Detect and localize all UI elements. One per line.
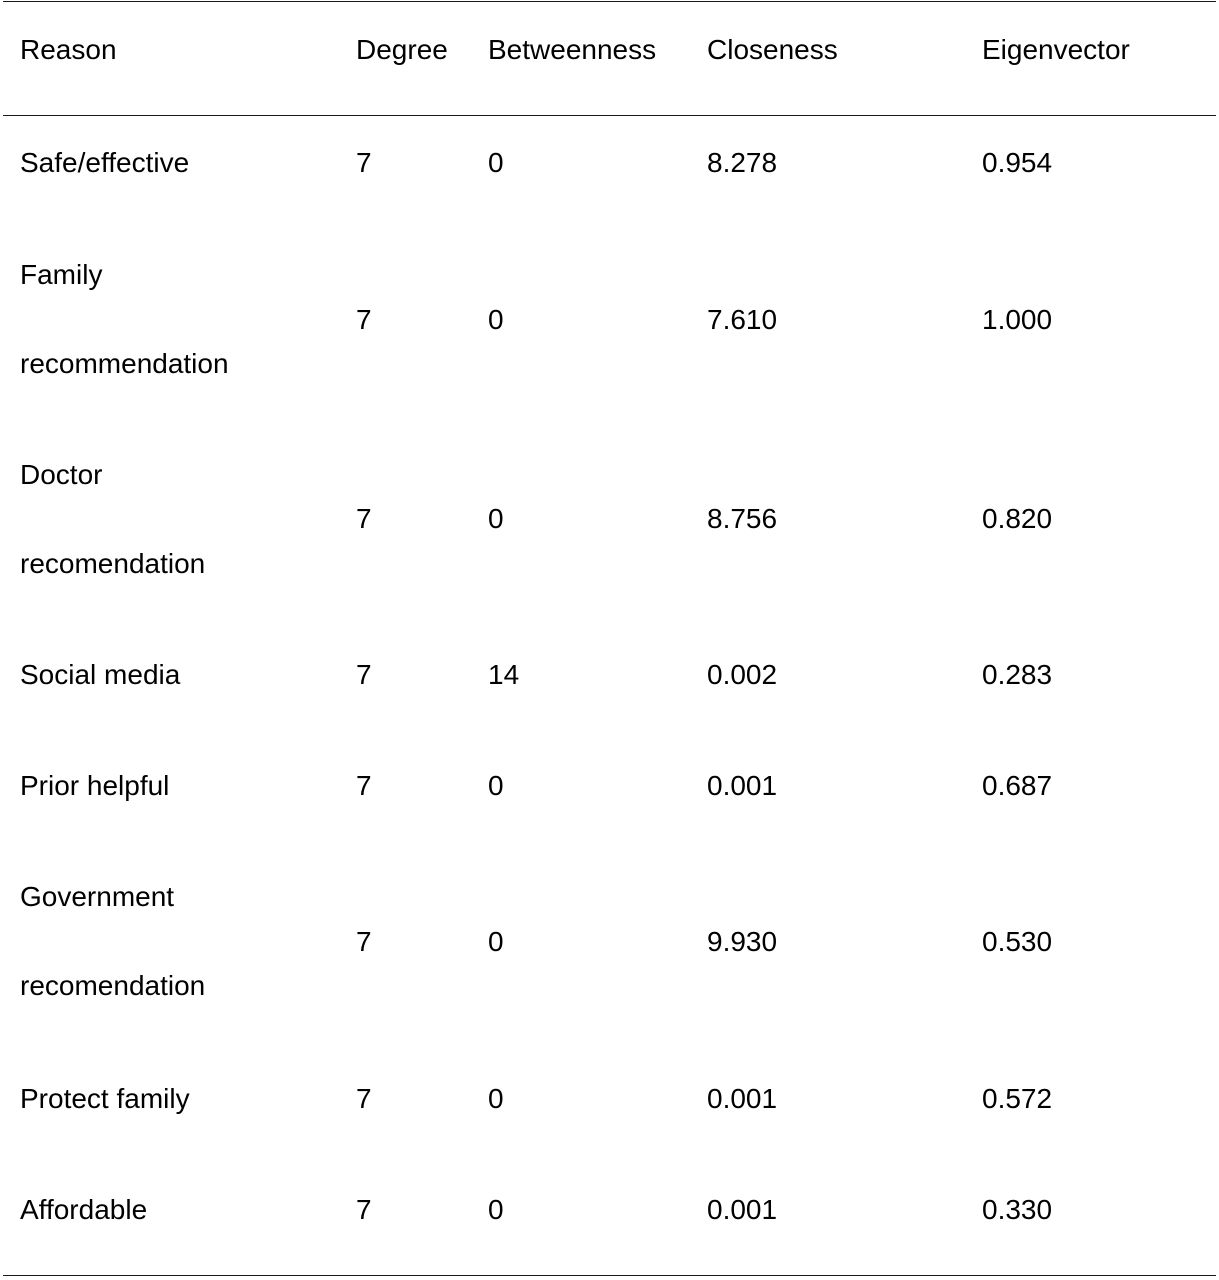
table-row-eigenvector: 0.572 (982, 1083, 1053, 1114)
table-row-betweenness: 0 (488, 304, 504, 335)
table-row-eigenvector: 0.820 (982, 503, 1053, 534)
table-row-degree: 7 (356, 1194, 372, 1225)
table-row-degree: 7 (356, 503, 372, 534)
reason-line-1: Family (20, 259, 103, 290)
table-row-betweenness: 14 (488, 659, 520, 690)
table-row-degree: 7 (356, 304, 372, 335)
table-row-betweenness: 0 (488, 770, 504, 801)
header-eigenvector: Eigenvector (982, 34, 1130, 65)
reason-line-2: recomendation (20, 548, 206, 579)
table-row-closeness: 7.610 (707, 304, 778, 335)
table-row-betweenness: 0 (488, 147, 504, 178)
table-bottom-rule (3, 1275, 1216, 1276)
header-betweenness: Betweenness (488, 34, 657, 65)
table-row-reason: Safe/effective (20, 147, 190, 178)
reason-line-1: Government (20, 881, 175, 912)
table-row-eigenvector: 0.530 (982, 926, 1053, 957)
table-row-closeness: 0.001 (707, 770, 778, 801)
reason-line-2: recomendation (20, 970, 206, 1001)
table-row-closeness: 8.756 (707, 503, 778, 534)
table-row-eigenvector: 0.687 (982, 770, 1053, 801)
reason-line-2: recommendation (20, 348, 229, 379)
table-row-reason: Social media (20, 659, 181, 690)
table-header-rule (3, 115, 1216, 116)
table-row-degree: 7 (356, 147, 372, 178)
table-row-eigenvector: 0.954 (982, 147, 1053, 178)
table-row-reason (20, 882, 205, 1001)
table-row-degree: 7 (356, 1083, 372, 1114)
table-row-closeness: 9.930 (707, 926, 778, 957)
header-closeness: Closeness (707, 34, 838, 65)
header-degree: Degree (356, 34, 448, 65)
table-row-betweenness: 0 (488, 926, 504, 957)
table-row-reason (20, 260, 229, 379)
table-row-reason: Affordable (20, 1194, 148, 1225)
table-row-closeness: 0.001 (707, 1083, 778, 1114)
table-row-eigenvector: 0.330 (982, 1194, 1053, 1225)
table-row-reason: Prior helpful (20, 770, 170, 801)
header-reason: Reason (20, 34, 117, 65)
table-row-reason: Protect family (20, 1083, 190, 1114)
table-row-degree: 7 (356, 770, 372, 801)
table-row-closeness: 0.001 (707, 1194, 778, 1225)
table-row-degree: 7 (356, 926, 372, 957)
table-row-closeness: 0.002 (707, 659, 778, 690)
table-row-reason (20, 460, 205, 579)
table-top-rule (3, 1, 1216, 2)
table-row-betweenness: 0 (488, 503, 504, 534)
table-row-betweenness: 0 (488, 1083, 504, 1114)
table-row-degree: 7 (356, 659, 372, 690)
table-row-eigenvector: 0.283 (982, 659, 1053, 690)
table-row-betweenness: 0 (488, 1194, 504, 1225)
reason-line-1: Doctor (20, 459, 103, 490)
table-row-closeness: 8.278 (707, 147, 778, 178)
table-row-eigenvector: 1.000 (982, 304, 1053, 335)
